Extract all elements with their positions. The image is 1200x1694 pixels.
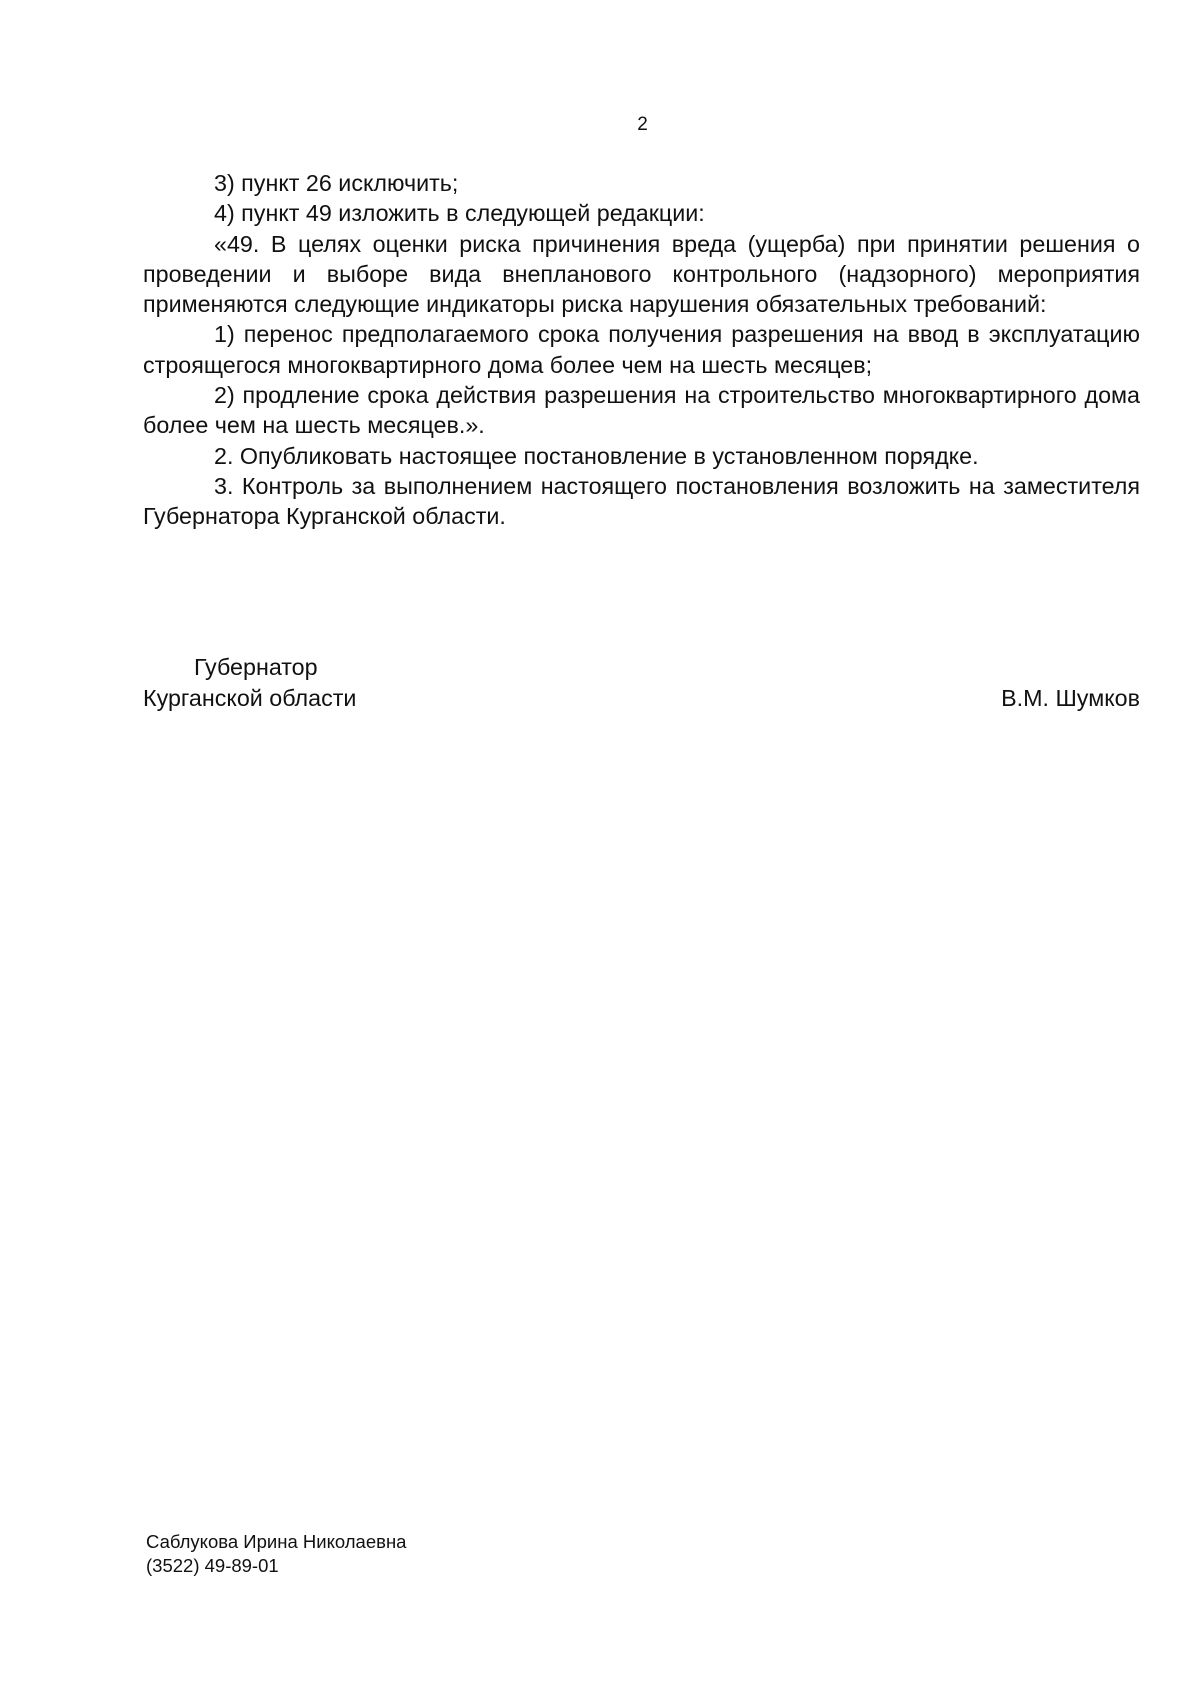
document-body xyxy=(143,168,1140,532)
executor-footer xyxy=(146,1530,406,1578)
page-number: 2 xyxy=(637,114,648,135)
paragraph-indicator-1: 1) перенос предполагаемого срока получения разрешения на ввод в эксплуатацию строящегося многоквартирного дома более чем на шесть месяцев; xyxy=(143,321,1140,378)
signature-title-line2: Курганской области xyxy=(143,685,357,711)
signature-title-line1: Губернатор xyxy=(194,654,318,680)
executor-phone: (3522) 49-89-01 xyxy=(146,1555,279,1576)
paragraph-clause-49: «49. В целях оценки риска причинения вреда (ущерба) при принятии решения о проведении и выборе вида внепланового контрольного (надзорного) мероприятия применяются следующие индикаторы риска нарушения обязательных требований: xyxy=(143,230,1140,318)
signature-block xyxy=(143,652,1140,714)
paragraph-publish: 2. Опубликовать настоящее постановление в установленном порядке. xyxy=(214,442,979,469)
executor-name: Саблукова Ирина Николаевна xyxy=(146,1531,407,1552)
paragraph-item-3: 3) пункт 26 исключить; xyxy=(214,170,459,196)
signature-row xyxy=(143,683,1140,714)
paragraph-item-4: 4) пункт 49 изложить в следующей редакции: xyxy=(214,200,705,227)
paragraph-indicator-2: 2) продление срока действия разрешения на строительство многоквартирного дома более чем на шесть месяцев.». xyxy=(143,382,1140,439)
paragraph-control: 3. Контроль за выполнением настоящего постановления возложить на заместителя Губернатора Курганской области. xyxy=(143,472,1140,530)
signature-name: В.М. Шумков xyxy=(1001,685,1140,711)
